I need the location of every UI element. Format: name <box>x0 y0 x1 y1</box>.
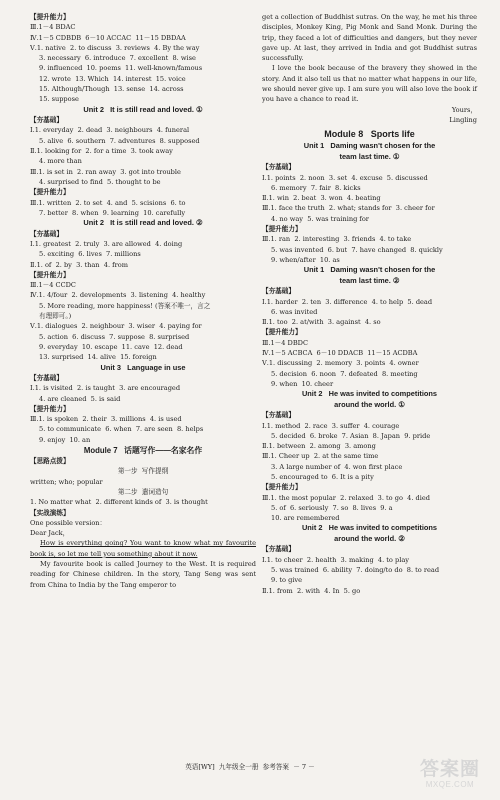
answer-line: Ⅱ.1. of 2. by 3. than 4. from <box>30 260 128 269</box>
essay-paragraph: I love the book because of the bravery they showed in the story. And it also tell us that no matter what happens in our life, we should never give up. I am sure you will also love the book if you have a chance to read it. <box>262 64 477 104</box>
module-heading: Module 8 Sports life <box>324 129 415 140</box>
answer-line: Ⅱ.1. between 2. among 3. among <box>262 442 376 451</box>
answer-line: Ⅳ.1. 4/four 2. developments 3. listening 4. healthy <box>30 291 206 300</box>
left-column <box>30 12 256 590</box>
answer-line: 9. to give <box>271 576 303 585</box>
unit-heading: Unit 2 It is still read and loved. ① <box>83 104 203 114</box>
answer-line: Ⅰ.1. points 2. noon 3. set 4. excuse 5. discussed <box>262 173 428 182</box>
answer-line: 7. better 8. when 9. learning 10. carefully <box>39 208 186 217</box>
answer-line: Ⅰ.1. to cheer 2. health 3. making 4. to play <box>262 555 409 564</box>
unit-heading: Unit 1 Daming wasn't chosen for the <box>303 141 436 151</box>
answer-line: 5. to communicate 6. when 7. are seen 8. helps <box>39 425 204 434</box>
section-tag: 【提升能力】 <box>262 225 302 234</box>
answer-line: 4. more than <box>39 157 82 166</box>
answer-line: Ⅲ.1. is set in 2. ran away 3. got into trouble <box>30 167 181 176</box>
section-tag: 【夯基础】 <box>262 411 295 420</box>
section-tag: 【提升能力】 <box>30 13 70 21</box>
section-tag: 【夯基础】 <box>262 163 295 172</box>
unit-heading: team last time. ① <box>339 151 400 161</box>
answer-line: 5. exciting 6. lives 7. millions <box>39 250 141 259</box>
answer-line: 9. when/after 10. as <box>271 255 340 264</box>
answer-line: 10. are remembered <box>271 514 340 523</box>
answer-line: 9. everyday 10. escape 11. cave 12. dead <box>39 342 183 351</box>
unit-heading: Unit 1 Daming wasn't chosen for the <box>303 265 436 275</box>
watermark-url: MXQE.COM <box>425 780 475 789</box>
unit-heading: Unit 2 He was invited to competitions <box>301 389 438 399</box>
answer-line: Ⅱ.1. win 2. beat 3. won 4. beating <box>262 194 381 203</box>
answer-line: 5. alive 6. southern 7. adventures 8. supposed <box>39 136 200 145</box>
section-tag: 【夯基础】 <box>262 545 295 554</box>
answer-line: 12. wrote 13. Which 14. interest 15. voice <box>39 74 186 83</box>
essay-paragraph: get a collection of Buddhist sutras. On the way, he met his three disciples, Monkey King, Pig Monk and Sand Monk. During the trip, they faced a lot of difficulties and dangers, but they never gave up. At last, they arrived in India and got Buddhist sutras successfully. <box>262 13 477 63</box>
answer-line: Ⅲ.1. ran 2. interesting 3. friends 4. to take <box>262 235 412 244</box>
answer-line: Ⅱ.1. looking for 2. for a time 3. took away <box>30 147 173 156</box>
step-heading: 第一步 写作提纲 <box>117 467 169 476</box>
letter-closing: Yours， <box>451 105 477 114</box>
module-heading: Module 7 话题写作——名家名作 <box>83 446 203 456</box>
answer-line: 13. surprised 14. alive 15. foreign <box>39 353 157 362</box>
answer-line: 5. was invented 6. but 7. have changed 8. quickly <box>271 245 443 254</box>
answer-line: 5. of 6. seriously 7. so 8. lives 9. a <box>271 503 393 512</box>
answer-line: Ⅲ.1. is spoken 2. their 3. millions 4. is used <box>30 415 182 424</box>
unit-heading: Unit 2 He was invited to competitions <box>301 523 438 533</box>
unit-heading: team last time. ② <box>339 275 400 285</box>
answer-line: Ⅰ.1. is visited 2. is taught 3. are encouraged <box>30 384 181 393</box>
section-tag: 【夯基础】 <box>30 229 63 238</box>
answer-line: 6. was invited <box>271 307 318 316</box>
answer-line: 5. encouraged to 6. It is a pity <box>271 472 374 481</box>
answer-line: Ⅰ.1. method 2. race 3. suffer 4. courage <box>262 421 400 430</box>
step-heading: 第二步 遣词造句 <box>117 487 169 496</box>
section-tag: 【思路点拨】 <box>30 457 70 466</box>
unit-heading: around the world. ① <box>334 399 405 409</box>
answer-line: One possible version： <box>30 518 107 527</box>
answer-line: Ⅱ.1. too 2. at/with 3. against 4. so <box>262 318 381 327</box>
answer-line: 9. enjoy 10. an <box>39 435 91 444</box>
answer-line: 5. decision 6. noon 7. defeated 8. meeting <box>271 369 418 378</box>
answer-line: Ⅴ.1. discussing 2. memory 3. points 4. owner <box>262 359 419 368</box>
answer-line: Ⅳ.1－5 ACBCA 6－10 DDACB 11－15 ACDBA <box>262 349 418 358</box>
letter-salutation: Dear Jack， <box>30 529 70 538</box>
answer-line: 9. influenced 10. poems 11. well-known/famous <box>39 64 203 73</box>
answer-line: 3. A large number of 4. won first place <box>271 462 403 471</box>
answer-line: 15. Although/Though 13. sense 14. across <box>39 85 184 94</box>
answer-line: written; who; popular <box>30 477 103 486</box>
answer-line: Ⅳ.1－5 CDBDB 6－10 ACCAC 11－15 DBDAA <box>30 33 186 42</box>
right-column <box>262 12 477 596</box>
watermark-logo <box>410 760 490 794</box>
watermark-text: 答案圈 <box>419 759 480 780</box>
answer-line: 5. More reading, more happiness! (答案不唯一，言之 <box>39 301 211 310</box>
section-tag: 【提升能力】 <box>30 404 70 413</box>
section-tag: 【实战演练】 <box>30 508 70 517</box>
section-tag: 【提升能力】 <box>262 328 302 337</box>
answer-line: Ⅲ.1－4 BDAC <box>30 23 76 32</box>
answer-line: 9. when 10. cheer <box>271 379 334 388</box>
answer-line: 4. no way 5. was training for <box>271 214 369 223</box>
answer-line: 6. memory 7. fair 8. kicks <box>271 183 361 192</box>
unit-heading: around the world. ② <box>334 533 405 543</box>
answer-line: 4. surprised to find 5. thought to be <box>39 177 161 186</box>
answer-line: 有理即可。) <box>39 312 72 321</box>
answer-line: Ⅲ.1－4 DBDC <box>262 338 308 347</box>
section-tag: 【提升能力】 <box>30 270 70 279</box>
section-tag: 【夯基础】 <box>30 374 63 382</box>
answer-line: Ⅲ.1. written 2. to set 4. and 5. scisions 6. to <box>30 198 186 207</box>
page-footer: 英语[WY] 九年级全一册 参考答案 － 7 － <box>185 763 315 771</box>
answer-line: 3. necessary 6. introduce 7. excellent 8. wise <box>39 54 196 63</box>
section-tag: 【夯基础】 <box>262 287 295 296</box>
letter-signature: Lingling <box>449 115 477 124</box>
answer-line: Ⅰ.1. greatest 2. truly 3. are allowed 4. doing <box>30 239 183 248</box>
answer-line: 5. decided 6. broke 7. Asian 8. Japan 9. pride <box>271 431 431 440</box>
answer-line: Ⅴ.1. native 2. to discuss 3. reviews 4. By the way <box>30 43 200 52</box>
section-tag: 【提升能力】 <box>262 483 302 492</box>
answer-line: Ⅰ.1. harder 2. ten 3. difference 4. to help 5. dead <box>262 297 433 306</box>
answer-line: 5. action 6. discuss 7. suppose 8. surprised <box>39 332 190 341</box>
answer-line: Ⅴ.1. dialogues 2. neighbour 3. wiser 4. paying for <box>30 322 202 331</box>
essay-paragraph: My favourite book is called Journey to the West. It is required reading for Chinese children. In the story, Tang Seng was sent from China to India by the Tang emperor to <box>30 560 256 589</box>
answer-line: 15. suppose <box>39 95 79 104</box>
essay-paragraph: How is everything going? You want to know what my favourite book is, so let me tell you something about it now. <box>30 539 256 558</box>
section-tag: 【夯基础】 <box>30 116 63 125</box>
unit-heading: Unit 3 Language in use <box>100 362 186 372</box>
answer-line: Ⅰ.1. everyday 2. dead 3. neighbours 4. funeral <box>30 126 190 135</box>
answer-line: 5. was trained 6. ability 7. doing/to do 8. to read <box>271 566 440 575</box>
answer-line: Ⅲ.1－4 CCDC <box>30 281 76 290</box>
answer-line: 1. No matter what 2. different kinds of 3. is thought <box>30 498 208 507</box>
section-tag: 【提升能力】 <box>30 188 70 197</box>
answer-line: Ⅲ.1. Cheer up 2. at the same time <box>262 452 379 461</box>
answer-line: 4. are cleaned 5. is said <box>39 394 121 403</box>
answer-line: Ⅱ.1. from 2. with 4. In 5. go <box>262 586 361 595</box>
unit-heading: Unit 2 It is still read and loved. ② <box>83 218 203 228</box>
answer-line: Ⅲ.1. face the truth 2. what; stands for 3. cheer for <box>262 204 435 213</box>
answer-line: Ⅲ.1. the most popular 2. relaxed 3. to go 4. died <box>262 493 430 502</box>
